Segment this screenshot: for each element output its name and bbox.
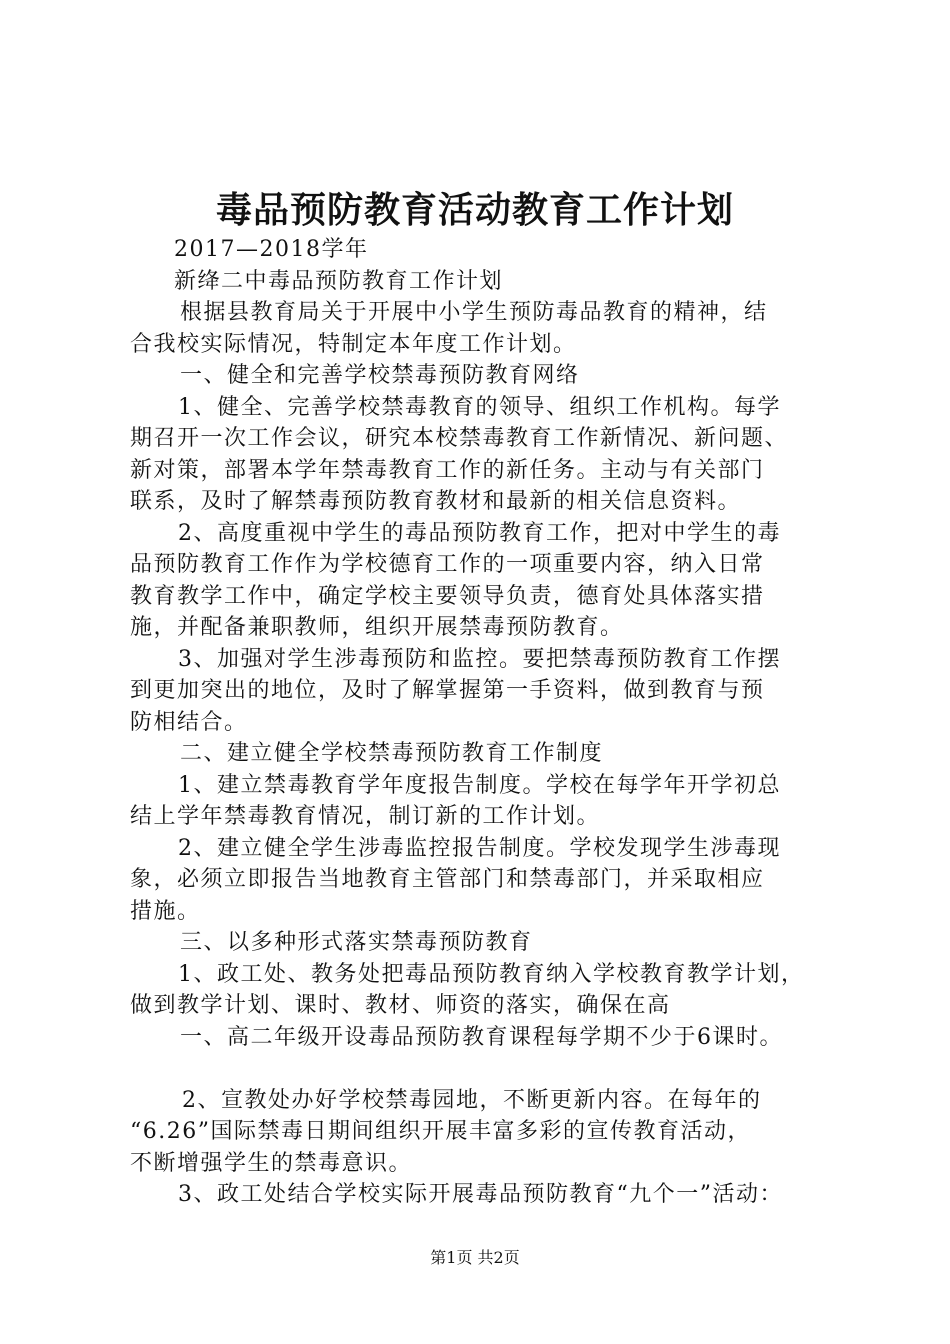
page-number: 第1页 共2页 [430, 1248, 520, 1267]
blank-line [130, 1053, 840, 1085]
body-line: 2017—2018学年 [174, 237, 369, 262]
body-line: 期召开一次工作会议，研究本校禁毒教育工作新情况、新问题、 [130, 426, 789, 451]
body-line: 做到教学计划、课时、教材、师资的落实，确保在高 [130, 993, 671, 1018]
body-line: 施，并配备兼职教师，组织开展禁毒预防教育。 [130, 615, 624, 640]
body-line: 防相结合。 [130, 709, 248, 735]
body-line: 2、宣教处办好学校禁毒园地，不断更新内容。在每年的 [182, 1087, 762, 1113]
body-line: 1、健全、完善学校禁毒教育的领导、组织工作机构。每学 [178, 394, 781, 420]
body-line: 三、以多种形式落实禁毒预防教育 [180, 930, 533, 955]
body-line: 1、建立禁毒教育学年度报告制度。学校在每学年开学初总 [178, 772, 781, 798]
body-line: 结上学年禁毒教育情况，制订新的工作计划。 [130, 804, 601, 829]
body-line: 一、健全和完善学校禁毒预防教育网络 [180, 363, 580, 388]
body-line: 新绛二中毒品预防教育工作计划 [174, 268, 504, 294]
body-line: 品预防教育工作作为学校德育工作的一项重要内容，纳入日常 [130, 552, 765, 577]
body-line: 联系，及时了解禁毒预防教育教材和最新的相关信息资料。 [130, 489, 742, 514]
document-body [130, 234, 840, 1211]
body-line: 1、政工处、教务处把毒品预防教育纳入学校教育教学计划， [178, 961, 805, 987]
document-title: 毒品预防教育活动教育工作计划 [215, 189, 734, 231]
body-line: 3、加强对学生涉毒预防和监控。要把禁毒预防教育工作摆 [178, 646, 781, 672]
body-line: 教育教学工作中，确定学校主要领导负责，德育处具体落实措 [130, 583, 765, 609]
body-line: 3、政工处结合学校实际开展毒品预防教育“九个一”活动： [178, 1182, 783, 1207]
body-line: 到更加突出的地位，及时了解掌握第一手资料，做到教育与预 [130, 678, 765, 703]
body-line: 新对策，部署本学年禁毒教育工作的新任务。主动与有关部门 [130, 457, 765, 483]
body-line: 一、高二年级开设毒品预防教育课程每学期不少于6课时。 [180, 1024, 783, 1050]
body-line: 合我校实际情况，特制定本年度工作计划。 [130, 331, 577, 357]
body-line: 2、建立健全学生涉毒监控报告制度。学校发现学生涉毒现 [178, 835, 781, 861]
body-line: 二、建立健全学校禁毒预防教育工作制度 [180, 741, 604, 766]
body-line: 根据县教育局关于开展中小学生预防毒品教育的精神，结 [180, 300, 768, 325]
body-line: 措施。 [130, 898, 201, 924]
body-line: 象，必须立即报告当地教育主管部门和禁毒部门，并采取相应 [130, 867, 765, 892]
body-line: 2、高度重视中学生的毒品预防教育工作，把对中学生的毒 [178, 520, 781, 546]
body-line: “6.26”国际禁毒日期间组织开展丰富多彩的宣传教育活动， [130, 1119, 751, 1144]
body-line: 不断增强学生的禁毒意识。 [130, 1150, 413, 1176]
